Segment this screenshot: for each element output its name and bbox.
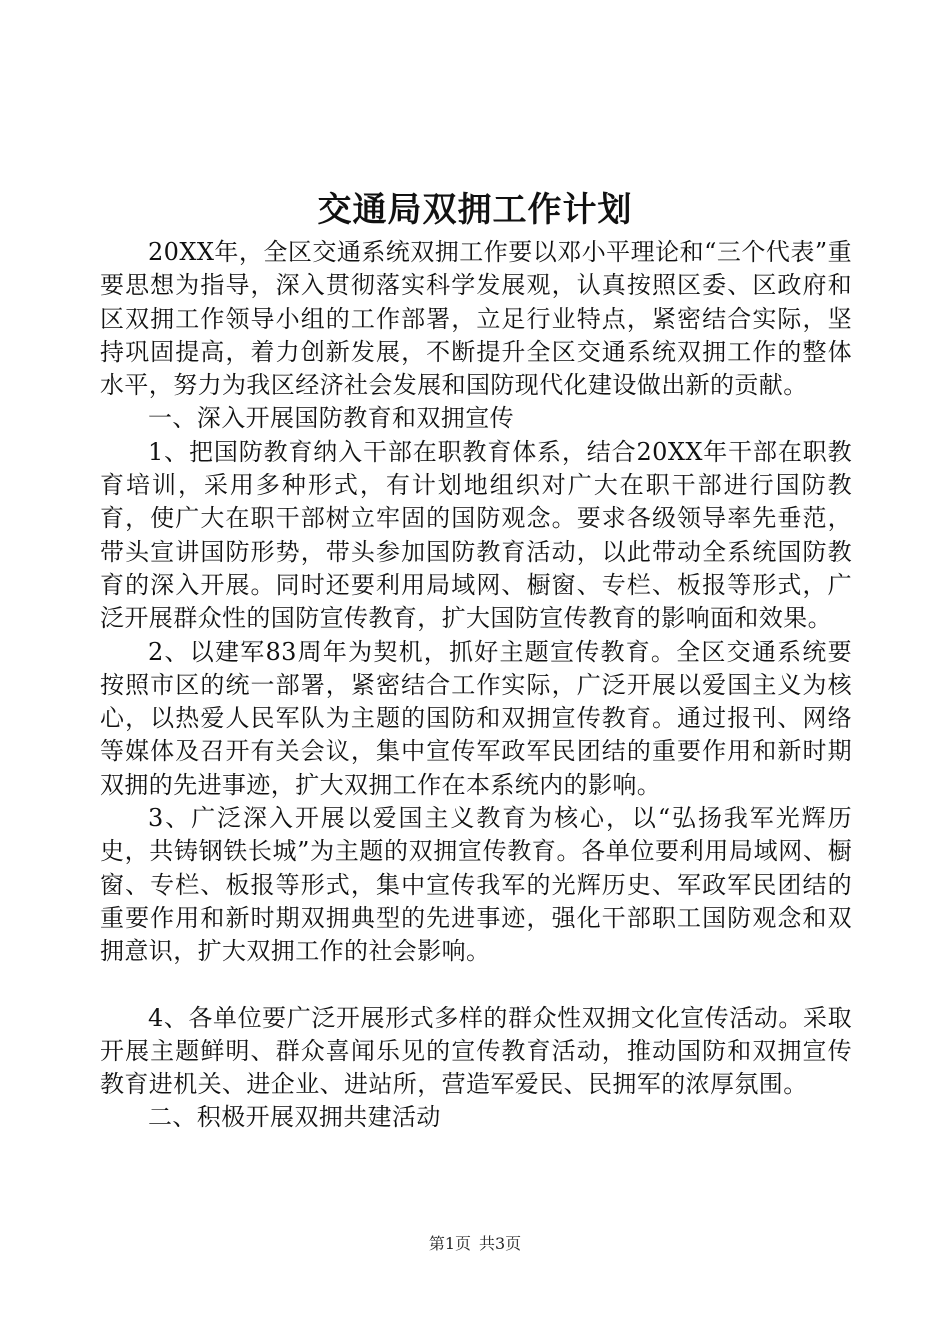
item-paragraph-1: 1、把国防教育纳入干部在职教育体系，结合20XX年干部在职教育培训，采用多种形式，有计划地组织对广大在职干部进行国防教育，使广大在职干部树立牢固的国防观念。要求各级领导率先垂范，带头宣讲国防形势，带头参加国防教育活动，以此带动全系统国防教育的深入开展。同时还要利用局域网、橱窗、专栏、板报等形式，广泛开展群众性的国防宣传教育，扩大国防宣传教育的影响面和效果。: [100, 437, 852, 633]
section-heading-1: 一、深入开展国防教育和双拥宣传: [148, 404, 514, 433]
document-title: 交通局双拥工作计划: [317, 190, 633, 230]
item-paragraph-4: 4、各单位要广泛开展形式多样的群众性双拥文化宣传活动。采取开展主题鲜明、群众喜闻乐见的宣传教育活动，推动国防和双拥宣传教育进机关、进企业、进站所，营造军爱民、民拥军的浓厚氛围。: [100, 1003, 852, 1099]
document-body: [100, 236, 852, 1135]
page-footer: [0, 1232, 950, 1256]
section-heading-2: 二、积极开展双拥共建活动: [148, 1103, 441, 1132]
item-paragraph-2: 2、以建军83周年为契机，抓好主题宣传教育。全区交通系统要按照市区的统一部署，紧密结合工作实际，广泛开展以爱国主义为核心，以热爱人民军队为主题的国防和双拥宣传教育。通过报刊、网络等媒体及召开有关会议，集中宣传军政军民团结的重要作用和新时期双拥的先进事迹，扩大双拥工作在本系统内的影响。: [100, 637, 852, 799]
intro-paragraph: 20XX年，全区交通系统双拥工作要以邓小平理论和“三个代表”重要思想为指导，深入贯彻落实科学发展观，认真按照区委、区政府和区双拥工作领导小组的工作部署，立足行业特点，紧密结合实际，坚持巩固提高，着力创新发展，不断提升全区交通系统双拥工作的整体水平，努力为我区经济社会发展和国防现代化建设做出新的贡献。: [100, 238, 852, 400]
page-total: 共3页: [479, 1234, 522, 1253]
page-number: 第1页: [428, 1234, 471, 1253]
item-paragraph-3: 3、广泛深入开展以爱国主义教育为核心，以“弘扬我军光辉历史，共铸钢铁长城”为主题的双拥宣传教育。各单位要利用局域网、橱窗、专栏、板报等形式，集中宣传我军的光辉历史、军政军民团结的重要作用和新时期双拥典型的先进事迹，强化干部职工国防观念和双拥意识，扩大双拥工作的社会影响。: [100, 804, 852, 966]
